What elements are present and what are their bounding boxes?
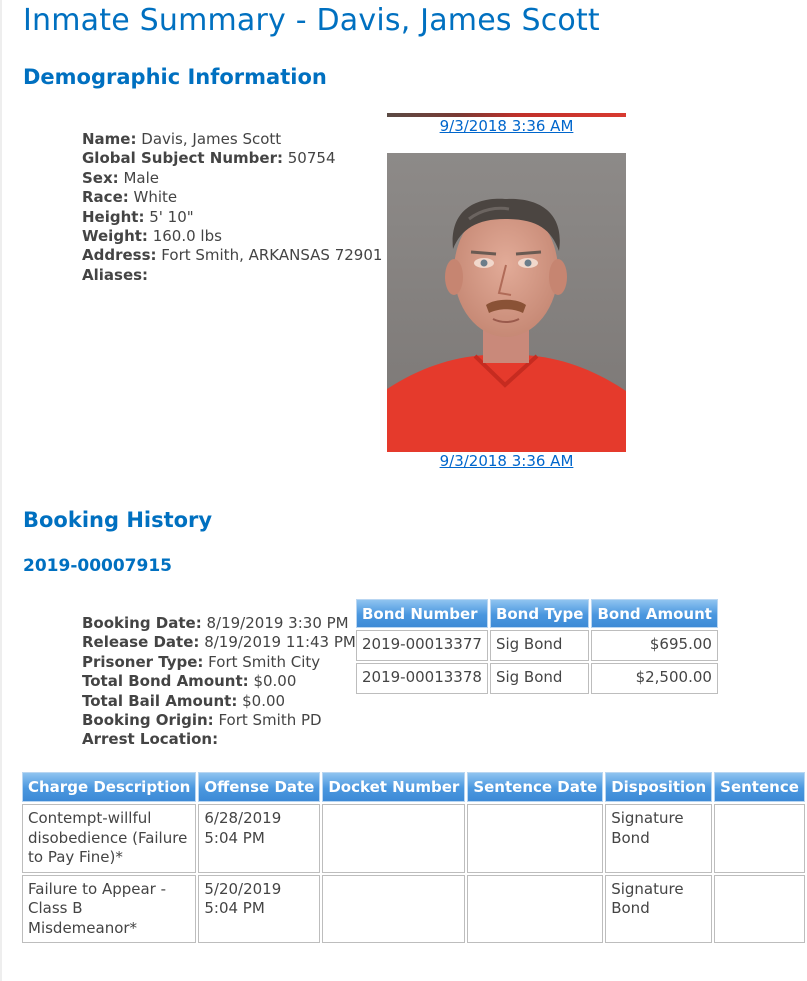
field-address: Address: Fort Smith, ARKANSAS 72901	[82, 246, 383, 265]
column-header: Docket Number	[322, 772, 465, 802]
booking-info	[82, 614, 356, 750]
demographic-info	[82, 130, 382, 285]
field-release-date: Release Date: 8/19/2019 11:43 PM	[82, 633, 356, 652]
field-arrest-location: Arrest Location:	[82, 730, 219, 749]
bond-table-header	[356, 599, 718, 628]
booking-number: 2019-00007915	[23, 556, 172, 576]
column-header: Sentence	[714, 772, 805, 802]
docket-number-cell	[322, 804, 465, 873]
photo-date-link[interactable]: 9/3/2018 3:36 AM	[439, 117, 574, 135]
column-header: Bond Number	[356, 599, 488, 628]
table-row	[356, 630, 718, 661]
field-height: Height: 5' 10"	[82, 207, 194, 226]
field-booking-origin: Booking Origin: Fort Smith PD	[82, 710, 322, 729]
field-prisoner-type: Prisoner Type: Fort Smith City	[82, 652, 321, 671]
disposition-cell: Signature Bond	[605, 804, 712, 873]
field-name: Name: Davis, James Scott	[82, 130, 282, 148]
bond-number-cell: 2019-00013377	[356, 630, 488, 661]
field-total-bond-amount: Total Bond Amount: $0.00	[82, 672, 297, 691]
field-total-bail-amount: Total Bail Amount: $0.00	[82, 691, 286, 710]
booking-history-heading: Booking History	[23, 508, 213, 532]
charges-table	[20, 770, 807, 945]
offense-date-cell: 6/28/2019 5:04 PM	[198, 804, 320, 873]
docket-number-cell	[322, 875, 465, 944]
charges-table-header	[22, 772, 805, 802]
disposition-cell: Signature Bond	[605, 875, 712, 944]
column-header: Charge Description	[22, 772, 196, 802]
photo-date-link[interactable]: 9/3/2018 3:36 AM	[439, 452, 574, 470]
field-booking-date: Booking Date: 8/19/2019 3:30 PM	[82, 614, 349, 632]
bond-number-cell: 2019-00013378	[356, 663, 488, 694]
charge-description-cell: Failure to Appear - Class B Misdemeanor*	[22, 875, 196, 944]
field-global-subject-number: Global Subject Number: 50754	[82, 149, 336, 168]
bond-amount-cell: $2,500.00	[591, 663, 717, 694]
inmate-photo	[387, 153, 626, 452]
column-header: Sentence Date	[467, 772, 603, 802]
page-title: Inmate Summary - Davis, James Scott	[23, 3, 600, 38]
field-aliases: Aliases:	[82, 265, 149, 284]
charge-description-cell: Contempt-willful disobedience (Failure to Pay Fine)*	[22, 804, 196, 873]
sentence-cell	[714, 875, 805, 944]
column-header: Offense Date	[198, 772, 320, 802]
column-header: Bond Type	[490, 599, 590, 628]
bond-type-cell: Sig Bond	[490, 630, 590, 661]
sentence-date-cell	[467, 804, 603, 873]
field-race: Race: White	[82, 188, 178, 207]
column-header: Disposition	[605, 772, 712, 802]
bond-type-cell: Sig Bond	[490, 663, 590, 694]
sentence-date-cell	[467, 875, 603, 944]
left-border	[0, 0, 2, 981]
bond-amount-cell: $695.00	[591, 630, 717, 661]
table-row	[22, 875, 805, 944]
offense-date-cell: 5/20/2019 5:04 PM	[198, 875, 320, 944]
table-row	[22, 804, 805, 873]
sentence-cell	[714, 804, 805, 873]
bond-table	[354, 597, 720, 696]
table-row	[356, 663, 718, 694]
demographics-heading: Demographic Information	[23, 65, 327, 89]
column-header: Bond Amount	[591, 599, 717, 628]
charges-table-container	[20, 770, 799, 970]
field-weight: Weight: 160.0 lbs	[82, 226, 222, 245]
field-sex: Sex: Male	[82, 168, 159, 187]
